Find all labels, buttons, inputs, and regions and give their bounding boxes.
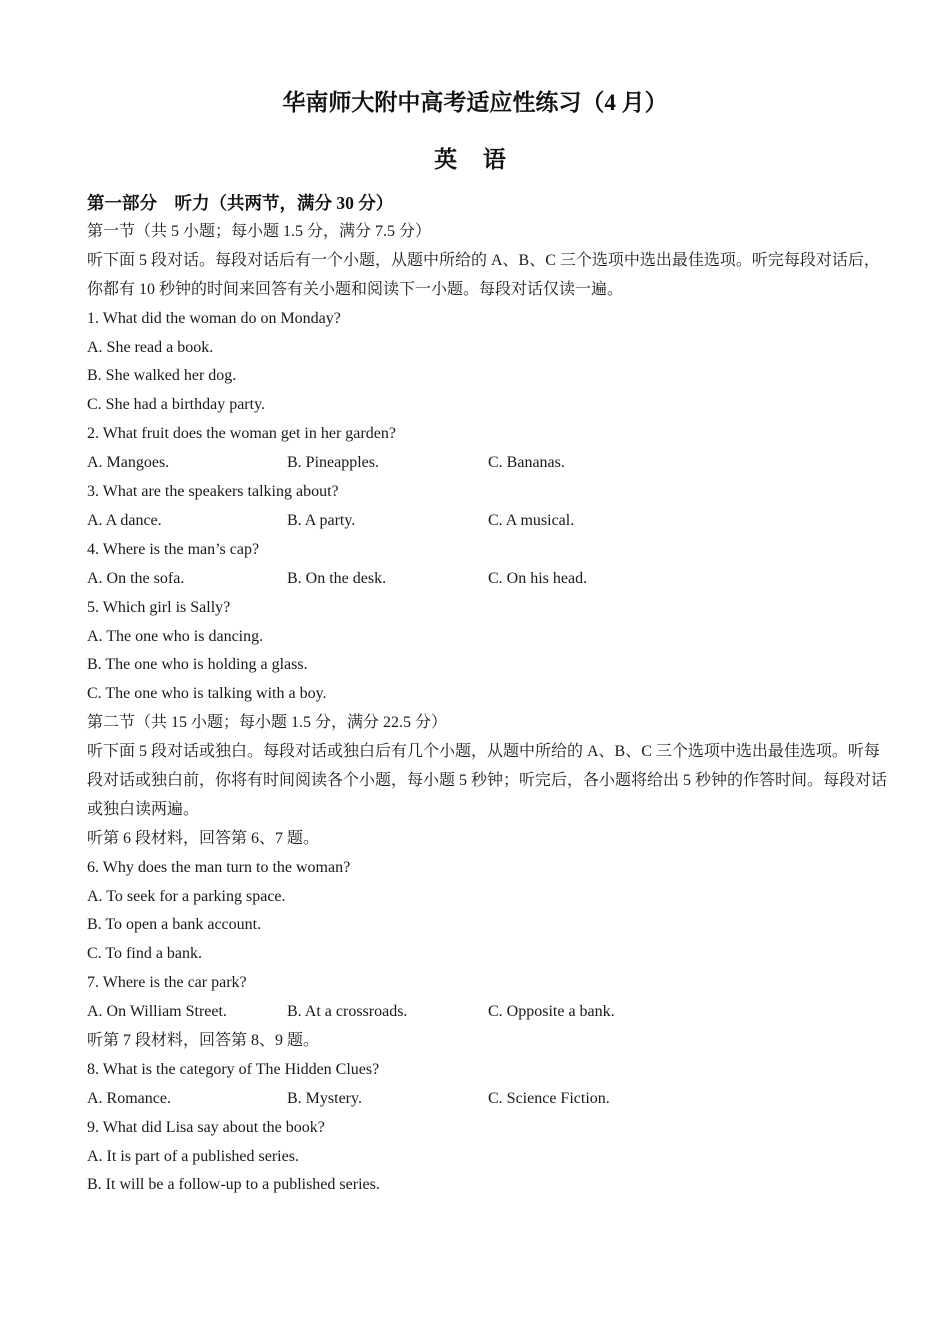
q6-option-c: C. To find a bank. bbox=[87, 945, 203, 963]
q4-option-b: B. On the desk. bbox=[287, 569, 387, 587]
subject-title: 英 语 bbox=[434, 147, 516, 172]
q7-option-a: A. On William Street. bbox=[87, 1003, 227, 1021]
q5-option-b: B. The one who is holding a glass. bbox=[87, 656, 308, 674]
q3-option-a: A. A dance. bbox=[87, 511, 162, 529]
question-1: 1. What did the woman do on Monday? bbox=[87, 309, 341, 327]
q2-option-b: B. Pineapples. bbox=[287, 454, 379, 472]
q8-option-b: B. Mystery. bbox=[287, 1089, 362, 1107]
q4-option-a: A. On the sofa. bbox=[87, 569, 185, 587]
material6-note: 听第 6 段材料，回答第 6、7 题。 bbox=[87, 829, 320, 847]
q5-option-a: A. The one who is dancing. bbox=[87, 627, 264, 645]
question-3: 3. What are the speakers talking about? bbox=[87, 483, 339, 501]
question-9: 9. What did Lisa say about the book? bbox=[87, 1118, 325, 1136]
material7-note: 听第 7 段材料，回答第 8、9 题。 bbox=[87, 1032, 320, 1050]
q1-option-b: B. She walked her dog. bbox=[87, 367, 237, 385]
q4-option-c: C. On his head. bbox=[488, 569, 588, 587]
exam-content bbox=[87, 188, 887, 1200]
q1-option-c: C. She had a birthday party. bbox=[87, 396, 266, 414]
question-2: 2. What fruit does the woman get in her garden? bbox=[87, 425, 396, 443]
q5-option-c: C. The one who is talking with a boy. bbox=[87, 685, 327, 703]
q9-option-a: A. It is part of a published series. bbox=[87, 1147, 299, 1165]
q8-option-c: C. Science Fiction. bbox=[488, 1089, 610, 1107]
section2-instructions: 听下面 5 段对话或独白。每段对话或独白后有几个小题，从题中所给的 A、B、C 三个选项中选出最佳选项。听每段对话或独白前，你将有时间阅读各个小题，每小题 5 秒钟；听完后，各小题将给出 5 秒钟的作答时间。每段对话或独白读两遍。 bbox=[87, 743, 888, 818]
q3-options bbox=[87, 507, 887, 536]
q6-option-b: B. To open a bank account. bbox=[87, 916, 262, 934]
question-6: 6. Why does the man turn to the woman? bbox=[87, 858, 351, 876]
question-7: 7. Where is the car park? bbox=[87, 974, 247, 992]
question-5: 5. Which girl is Sally? bbox=[87, 598, 231, 616]
q7-options bbox=[87, 998, 887, 1027]
q7-option-c: C. Opposite a bank. bbox=[488, 1003, 615, 1021]
q1-option-a: A. She read a book. bbox=[87, 338, 214, 356]
section2-heading: 第二节（共 15 小题；每小题 1.5 分，满分 22.5 分） bbox=[87, 714, 448, 732]
q6-option-a: A. To seek for a parking space. bbox=[87, 887, 286, 905]
q4-options bbox=[87, 565, 887, 594]
question-8: 8. What is the category of The Hidden Clues? bbox=[87, 1060, 380, 1078]
section1-instructions: 听下面 5 段对话。每段对话后有一个小题，从题中所给的 A、B、C 三个选项中选出最佳选项。听完每段对话后，你都有 10 秒钟的时间来回答有关小题和阅读下一小题。每段对话仅读一遍。 bbox=[87, 251, 880, 298]
q8-options bbox=[87, 1085, 887, 1114]
q2-options bbox=[87, 449, 887, 478]
q3-option-c: C. A musical. bbox=[488, 511, 575, 529]
question-4: 4. Where is the man’s cap? bbox=[87, 540, 260, 558]
q8-option-a: A. Romance. bbox=[87, 1089, 171, 1107]
section1-heading: 第一节（共 5 小题；每小题 1.5 分，满分 7.5 分） bbox=[87, 223, 432, 240]
q2-option-c: C. Bananas. bbox=[488, 454, 565, 472]
q2-option-a: A. Mangoes. bbox=[87, 454, 170, 472]
part1-heading: 第一部分 听力（共两节，满分 30 分） bbox=[87, 193, 394, 213]
q7-option-b: B. At a crossroads. bbox=[287, 1003, 408, 1021]
exam-title: 华南师大附中高考适应性练习（4 月） bbox=[282, 90, 668, 115]
q9-option-b: B. It will be a follow-up to a published series. bbox=[87, 1176, 380, 1194]
q3-option-b: B. A party. bbox=[287, 511, 356, 529]
